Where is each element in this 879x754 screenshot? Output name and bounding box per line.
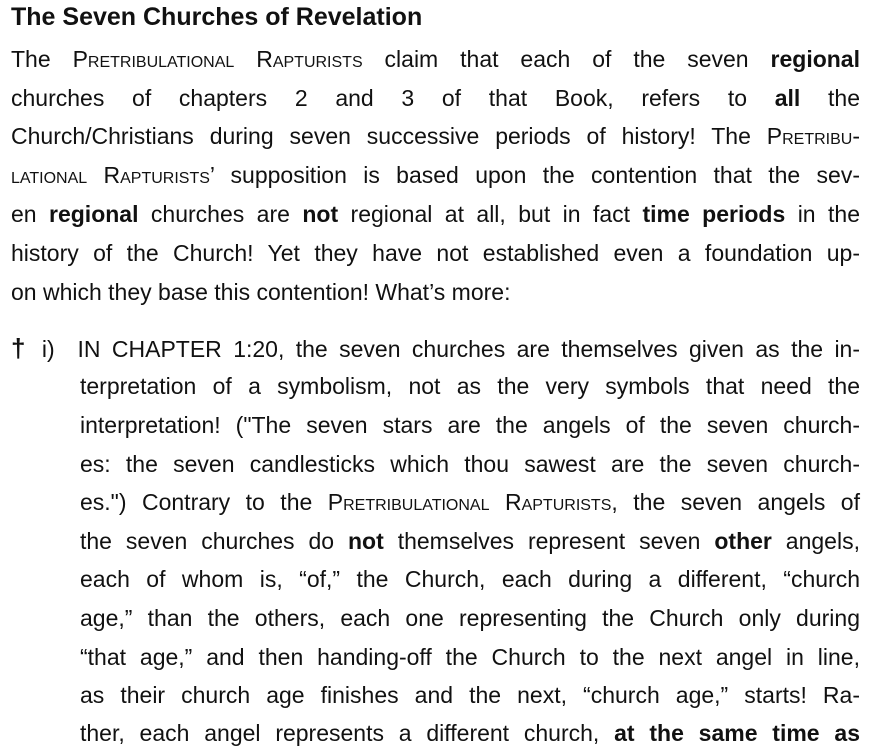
list-item-line: the seven churches do not themselves represent seven other angels,	[80, 528, 860, 554]
list-item-line: each of whom is, “of,” the Church, each during a different, “church	[80, 566, 860, 592]
list-item-line: terpretation of a symbolism, not as the very symbols that need the	[80, 373, 860, 399]
list-item-line: es: the seven candlesticks which thou sawest are the seven church-	[80, 451, 860, 477]
list-item-line: es.") Contrary to the Pretribulational Rapturists, the seven angels of	[80, 489, 860, 515]
section-heading: The Seven Churches of Revelation	[11, 3, 423, 31]
list-item-line: age,” than the others, each one representing the Church only during	[80, 605, 860, 631]
list-item-first-line: † i) IN CHAPTER 1:20, the seven churches are themselves given as the in-	[11, 333, 861, 363]
list-item-line: as their church age finishes and the next, “church age,” starts! Ra-	[80, 682, 860, 708]
paragraph-line: history of the Church! Yet they have not established even a foundation up-	[11, 240, 860, 266]
dagger-icon: †	[11, 333, 31, 363]
paragraph-line: on which they base this contention! What’s more:	[11, 279, 511, 305]
list-item-line: “that age,” and then handing-off the Church to the next angel in line,	[80, 644, 860, 670]
list-item-label: i)	[41, 336, 55, 362]
paragraph-line: lational Rapturists’ supposition is based upon the contention that the sev-	[11, 162, 860, 188]
paragraph-line: churches of chapters 2 and 3 of that Book, refers to all the	[11, 85, 860, 111]
list-item-line: interpretation! ("The seven stars are the angels of the seven church-	[80, 412, 860, 438]
paragraph-line: en regional churches are not regional at all, but in fact time periods in the	[11, 201, 860, 227]
paragraph-line: Church/Christians during seven successive periods of history! The Pretribu-	[11, 123, 860, 149]
list-item-line: ther, each angel represents a different church, at the same time as	[80, 720, 860, 746]
paragraph-line: The Pretribulational Rapturists claim that each of the seven regional	[11, 46, 860, 72]
